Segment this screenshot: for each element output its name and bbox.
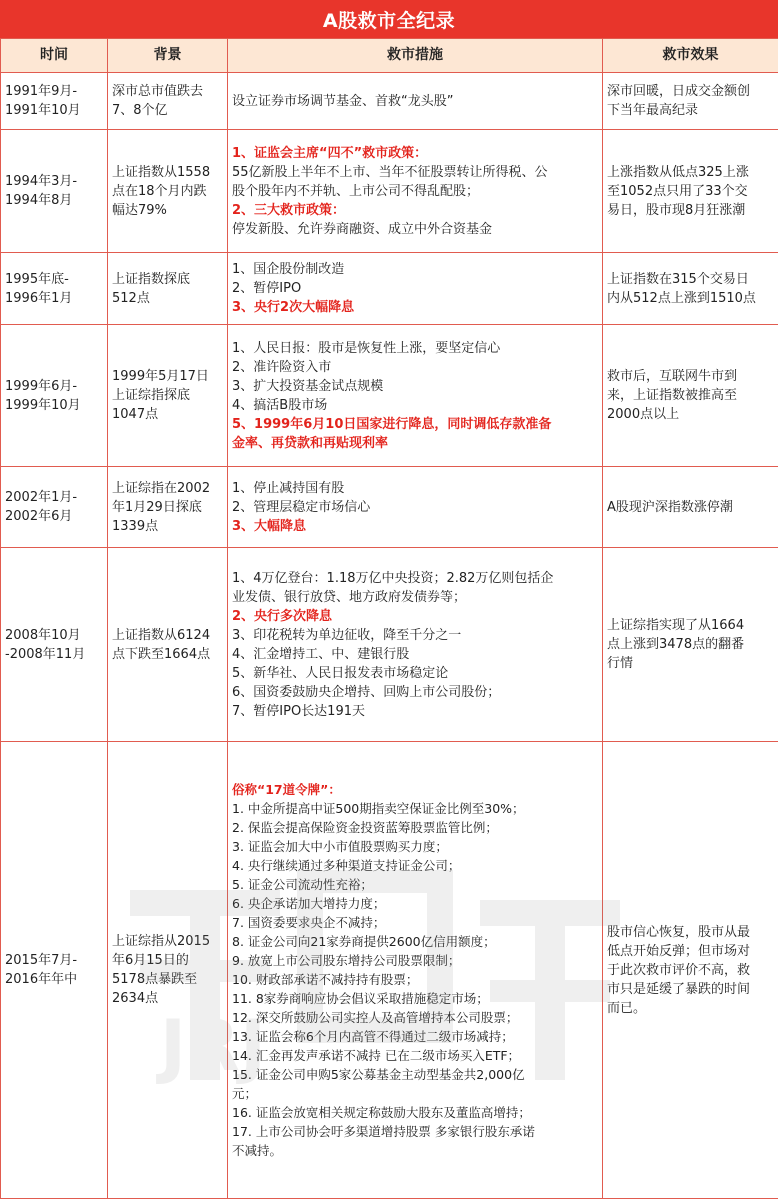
cell-measures-line: 2、管理层稳定市场信心 xyxy=(232,499,371,515)
cell-measures-line: 2. 保监会提高保险资金投资蓝筹股票监管比例； xyxy=(232,820,498,835)
cell-effect-line: A股现沪深指数涨停潮 xyxy=(607,499,733,515)
cell-effect-line: 2000点以上 xyxy=(607,407,680,422)
cell-measures-line: 7. 国资委要求央企不减持； xyxy=(232,915,386,930)
cell-background-line: 上证指数从1558 xyxy=(112,164,211,180)
cell-measures-line: 7、暂停IPO长达191天 xyxy=(232,703,365,719)
cell-background-line: 上证指数探底 xyxy=(112,271,191,287)
cell-effect-line: 至1052点只用了33个交 xyxy=(607,183,748,199)
table-row xyxy=(1,467,778,548)
rescue-table xyxy=(0,38,778,1199)
cell-effect-line: 而已。 xyxy=(607,1000,647,1016)
cell-background xyxy=(108,253,228,325)
cell-measures-line: 3. 证监会加大中小市值股票购买力度； xyxy=(232,839,448,854)
cell-background-line: 2634点 xyxy=(112,991,159,1006)
cell-effect-line: 上涨指数从低点325上涨 xyxy=(607,164,749,180)
cell-time-line: 2008年10月 xyxy=(5,627,81,643)
cell-effect-line: 深市回暖，日成交金额创 xyxy=(607,84,751,99)
cell-measures-line: 1、4万亿登台：1.18万亿中央投资；2.82万亿则包括企 xyxy=(232,570,554,586)
cell-measures-line: 1、人民日报：股市是恢复性上涨，要坚定信心 xyxy=(232,340,501,356)
cell-time-line: -2008年11月 xyxy=(5,646,86,662)
page-title: A股救市全纪录 xyxy=(0,0,778,38)
cell-background-line: 点在18个月内跌 xyxy=(112,183,207,199)
cell-background xyxy=(108,325,228,467)
cell-measures-line: 设立证券市场调节基金、首救“龙头股” xyxy=(232,93,454,109)
table-header-row xyxy=(1,39,778,73)
cell-background-line: 深市总市值跌去 xyxy=(112,84,204,99)
cell-measures-line: 4、搞活B股市场 xyxy=(232,397,328,413)
cell-effect-line: 上证指数在315个交易日 xyxy=(607,271,749,287)
cell-measures-line: 14. 汇金再发声承诺不减持 已在二级市场买入ETF； xyxy=(232,1048,521,1063)
cell-effect-line: 股市信心恢复，股市从最 xyxy=(607,924,751,940)
cell-background-line: 上证指数从6124 xyxy=(112,627,211,643)
cell-effect xyxy=(603,253,778,325)
cell-effect xyxy=(603,73,778,130)
cell-time-line: 1994年3月- xyxy=(5,174,78,189)
cell-effect-line: 来，上证指数被推高至 xyxy=(607,388,738,403)
cell-measures-line: 3、大幅降息 xyxy=(232,518,307,534)
cell-effect xyxy=(603,467,778,548)
cell-time-line: 1991年10月 xyxy=(5,103,81,118)
cell-measures-line: 股个股年内不并轨、上市公司不得乱配股； xyxy=(232,183,480,199)
cell-time-line: 1994年8月 xyxy=(5,193,73,208)
table-row xyxy=(1,325,778,467)
cell-time-line: 1991年9月- xyxy=(5,84,78,99)
cell-background xyxy=(108,548,228,742)
cell-effect-line: 点上涨到3478点的翻番 xyxy=(607,637,745,652)
table-row xyxy=(1,130,778,253)
cell-background xyxy=(108,130,228,253)
cell-time xyxy=(1,548,108,742)
header-time: 时间 xyxy=(1,39,108,73)
cell-measures-line: 8. 证金公司向21家券商提供2600亿信用额度； xyxy=(232,934,496,949)
cell-background-line: 上证综指探底 xyxy=(112,388,191,403)
cell-time xyxy=(1,73,108,130)
table-row xyxy=(1,253,778,325)
cell-time-line: 1995年底- xyxy=(5,271,69,287)
cell-measures xyxy=(228,325,603,467)
cell-measures-line: 17. 上市公司协会吁多渠道增持股票 多家银行股东承诺 xyxy=(232,1124,535,1139)
cell-measures-line: 12. 深交所鼓励公司实控人及高管增持本公司股票； xyxy=(232,1010,519,1025)
header-effect: 救市效果 xyxy=(603,39,778,73)
cell-measures-line: 5、新华社、人民日报发表市场稳定论 xyxy=(232,665,449,681)
cell-measures-line: 1、证监会主席“四不”救市政策： xyxy=(232,145,428,161)
cell-measures-line: 4、汇金增持工、中、建银行股 xyxy=(232,646,410,662)
cell-measures-line: 5. 证金公司流动性充裕； xyxy=(232,877,373,892)
cell-time xyxy=(1,467,108,548)
cell-measures-line: 1、国企股份制改造 xyxy=(232,262,345,277)
cell-background-line: 5178点暴跌至 xyxy=(112,972,198,987)
cell-time xyxy=(1,742,108,1199)
cell-background-line: 1999年5月17日 xyxy=(112,369,209,384)
cell-measures-line: 15. 证金公司申购5家公募基金主动型基金共2,000亿 xyxy=(232,1067,525,1082)
cell-effect xyxy=(603,742,778,1199)
cell-time-line: 2016年年中 xyxy=(5,972,78,987)
cell-measures-line: 3、央行2次大幅降息 xyxy=(232,300,355,315)
header-measures: 救市措施 xyxy=(228,39,603,73)
cell-measures-line: 2、央行多次降息 xyxy=(232,608,333,624)
cell-effect-line: 内从512点上涨到1510点 xyxy=(607,290,756,306)
cell-measures-line: 10. 财政部承诺不减持持有股票； xyxy=(232,972,419,987)
cell-measures xyxy=(228,742,603,1199)
cell-measures xyxy=(228,467,603,548)
cell-measures-line: 3、印花税转为单边征收，降至千分之一 xyxy=(232,627,462,643)
cell-effect xyxy=(603,548,778,742)
cell-measures xyxy=(228,548,603,742)
cell-measures-line: 11. 8家券商响应协会倡议采取措施稳定市场； xyxy=(232,991,489,1006)
watermark-text: JRJ xyxy=(160,1005,266,1087)
cell-time xyxy=(1,253,108,325)
cell-effect xyxy=(603,325,778,467)
cell-measures-line: 16. 证监会放宽相关规定称鼓励大股东及董监高增持； xyxy=(232,1105,531,1120)
cell-effect-line: 市只是延缓了暴跌的时间 xyxy=(607,981,751,997)
cell-effect-line: 下当年最高纪录 xyxy=(607,103,699,118)
cell-background-line: 上证综指在2002 xyxy=(112,480,211,496)
cell-measures-line: 业发债、银行放贷、地方政府发债券等； xyxy=(232,589,467,605)
cell-measures-line: 9. 放宽上市公司股东增持公司股票限制； xyxy=(232,953,461,968)
cell-background-line: 7、8个亿 xyxy=(112,103,168,118)
cell-time-line: 2002年6月 xyxy=(5,509,73,524)
cell-background-line: 1339点 xyxy=(112,518,159,534)
cell-background-line: 年6月15日的 xyxy=(112,953,189,968)
cell-measures-line: 3、扩大投资基金试点规模 xyxy=(232,378,384,394)
cell-effect-line: 上证综指实现了从1664 xyxy=(607,618,745,633)
cell-measures-line: 5、1999年6月10日国家进行降息，同时调低存款准备 xyxy=(232,416,552,432)
cell-effect-line: 行情 xyxy=(607,656,634,671)
cell-time-line: 1999年6月- xyxy=(5,378,78,394)
cell-background xyxy=(108,467,228,548)
cell-time xyxy=(1,325,108,467)
cell-measures-line: 6. 央企承诺加大增持力度； xyxy=(232,896,386,911)
cell-time-line: 2015年7月- xyxy=(5,953,78,968)
cell-background-line: 1047点 xyxy=(112,407,159,422)
cell-measures xyxy=(228,73,603,130)
cell-effect-line: 于此次救市评价不高，救 xyxy=(607,962,751,978)
cell-time-line: 1996年1月 xyxy=(5,290,73,306)
cell-effect-line: 低点开始反弹；但市场对 xyxy=(607,943,751,959)
table-row xyxy=(1,742,778,1199)
cell-effect xyxy=(603,130,778,253)
cell-background-line: 幅达79% xyxy=(112,202,167,218)
cell-background-line: 上证综指从2015 xyxy=(112,934,211,949)
cell-measures-line: 1. 中金所提高中证500期指卖空保证金比例至30%； xyxy=(232,801,525,816)
cell-background-line: 年1月29日探底 xyxy=(112,499,202,515)
cell-measures-line: 6、国资委鼓励央企增持、回购上市公司股份； xyxy=(232,684,501,700)
table-body xyxy=(1,73,778,1199)
cell-effect-line: 易日，股市现8月狂涨潮 xyxy=(607,202,746,218)
cell-time-line: 2002年1月- xyxy=(5,490,78,505)
cell-measures-line: 不减持。 xyxy=(232,1143,283,1158)
header-background: 背景 xyxy=(108,39,228,73)
cell-measures-line: 13. 证监会称6个月内高管不得通过二级市场减持； xyxy=(232,1029,514,1044)
cell-measures-line: 停发新股、允许券商融资、成立中外合资基金 xyxy=(232,221,493,237)
cell-measures-line: 2、三大救市政策： xyxy=(232,202,346,218)
cell-measures-line: 1、停止减持国有股 xyxy=(232,480,345,496)
cell-measures-line: 2、准许险资入市 xyxy=(232,359,332,375)
cell-background-line: 点下跌至1664点 xyxy=(112,646,211,662)
cell-measures-line: 55亿新股上半年不上市、当年不征股票转让所得税、公 xyxy=(232,164,548,180)
cell-effect-line: 救市后，互联网牛市到 xyxy=(607,369,738,384)
cell-time-line: 1999年10月 xyxy=(5,397,81,413)
cell-background xyxy=(108,742,228,1199)
cell-measures-line: 俗称“17道令牌”： xyxy=(232,782,341,797)
cell-measures-line: 元； xyxy=(232,1086,258,1101)
cell-measures xyxy=(228,130,603,253)
cell-measures xyxy=(228,253,603,325)
cell-measures-line: 4. 央行继续通过多种渠道支持证金公司； xyxy=(232,858,461,873)
cell-time xyxy=(1,130,108,253)
cell-background xyxy=(108,73,228,130)
cell-background-line: 512点 xyxy=(112,290,150,306)
table-row xyxy=(1,548,778,742)
cell-measures-line: 金率、再贷款和再贴现利率 xyxy=(232,435,389,451)
table-row xyxy=(1,73,778,130)
cell-measures-line: 2、暂停IPO xyxy=(232,281,302,296)
